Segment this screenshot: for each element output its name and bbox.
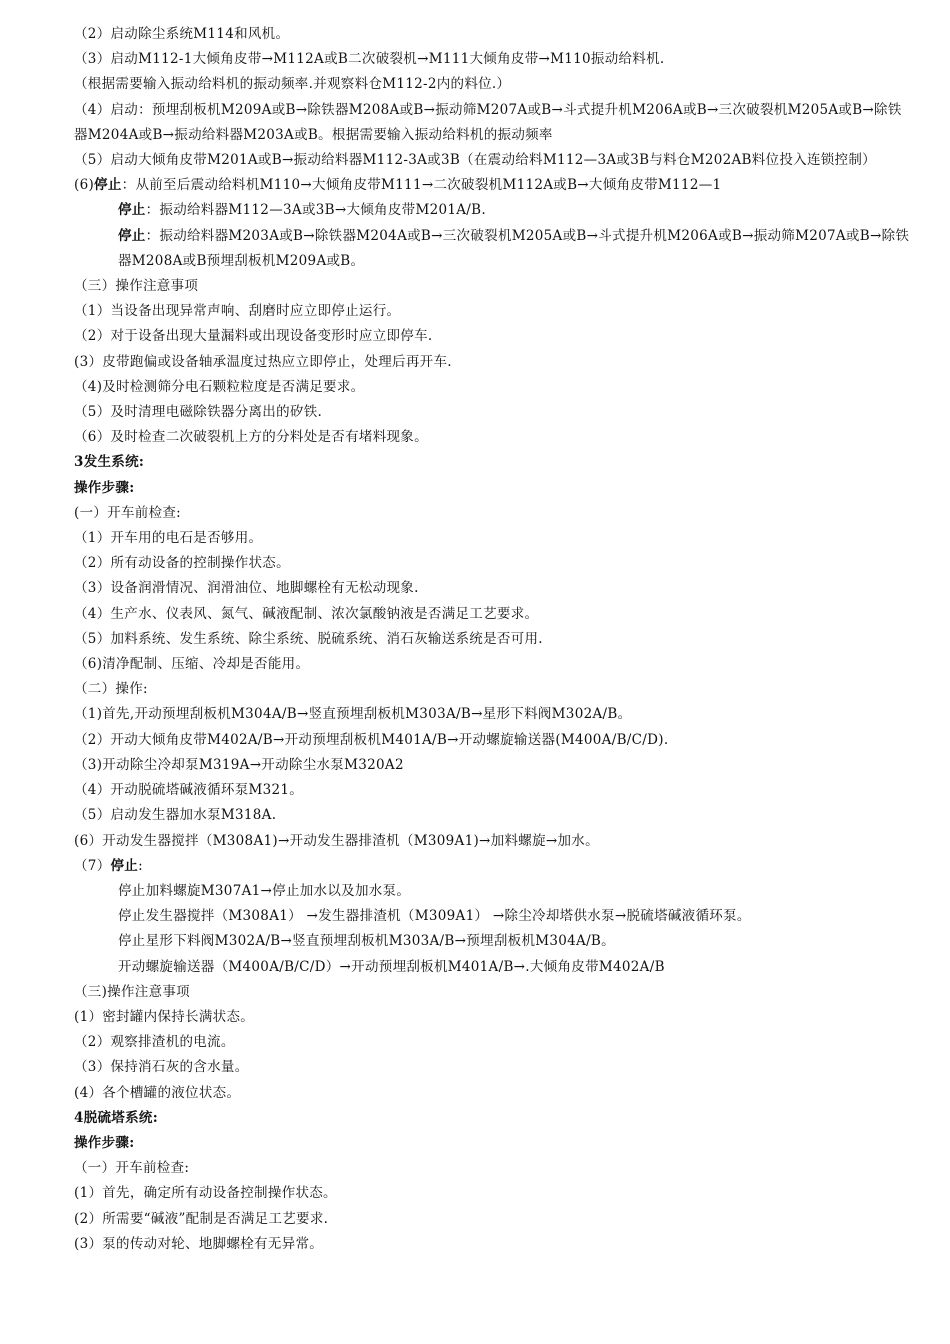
section-heading <box>74 1106 910 1131</box>
text-line <box>74 677 910 702</box>
text-line <box>74 501 910 526</box>
text-line <box>74 702 910 727</box>
line-text: （6）及时检查二次破裂机上方的分料处是否有堵料现象。 <box>74 429 428 446</box>
line-text: (3）泵的传动对轮、地脚螺栓有无异常。 <box>74 1235 324 1252</box>
text-line <box>74 22 910 47</box>
line-text: （4）生产水、仪表风、氮气、碱液配制、浓次氯酸钠液是否满足工艺要求。 <box>74 605 539 622</box>
keyword: 停止 <box>110 857 139 874</box>
text-line <box>74 1232 910 1257</box>
section-heading <box>74 450 910 475</box>
text-line <box>74 1055 910 1080</box>
section-heading <box>74 1131 910 1156</box>
text-line <box>74 400 910 425</box>
text-line <box>74 274 910 299</box>
text-line <box>74 224 910 274</box>
text-line <box>74 753 910 778</box>
text-line <box>74 350 910 375</box>
text-line <box>74 576 910 601</box>
line-text: （2）对于设备出现大量漏料或出现设备变形时应立即停车. <box>74 328 433 345</box>
line-text: （4）开动脱硫塔碱液循环泵M321。 <box>74 782 304 799</box>
text-line <box>74 1030 910 1055</box>
text-line <box>74 1081 910 1106</box>
line-text: （4）启动：预埋刮板机M209A或B→除铁器M208A或B→振动筛M207A或B→斗式提升机M206A或B→三次破裂机M205A或B→除铁器M204A或B→振动给料器M203A或B。根据需要输入振动给料机的振动频率 <box>74 101 902 143</box>
keyword: 停止 <box>118 202 146 219</box>
item-number: (6) <box>74 177 95 194</box>
text-line <box>74 980 910 1005</box>
line-text: （1）当设备出现异常声响、刮磨时应立即停止运行。 <box>74 303 401 320</box>
text-line <box>74 1181 910 1206</box>
line-text: : <box>138 857 143 874</box>
text-line <box>74 72 910 97</box>
line-text: （2）所有动设备的控制操作状态。 <box>74 555 290 572</box>
text-line <box>74 854 910 879</box>
line-text: （二）操作: <box>74 681 148 698</box>
text-line <box>74 803 910 828</box>
text-line <box>74 47 910 72</box>
line-text: （3）保持消石灰的含水量。 <box>74 1059 249 1076</box>
line-text: （3）设备润滑情况、润滑油位、地脚螺栓有无松动现象. <box>74 580 419 597</box>
text-line <box>74 627 910 652</box>
keyword: 停止 <box>94 177 122 194</box>
line-text: 操作步骤: <box>74 1134 135 1151</box>
text-line <box>74 198 910 223</box>
line-text: (1）首先，确定所有动设备控制操作状态。 <box>74 1185 337 1202</box>
line-text: (1）密封罐内保持长满状态。 <box>74 1008 255 1025</box>
text-line <box>74 904 910 929</box>
keyword: 停止 <box>118 227 146 244</box>
text-line <box>74 1207 910 1232</box>
line-text: 开动螺旋输送器（M400A/B/C/D）→开动预埋刮板机M401A/B→.大倾角皮带M402A/B <box>118 958 665 975</box>
line-text: （5）加料系统、发生系统、除尘系统、脱硫系统、消石灰输送系统是否可用. <box>74 630 543 647</box>
text-line <box>74 929 910 954</box>
text-line <box>74 778 910 803</box>
text-line <box>74 526 910 551</box>
line-text: ：振动给料器M112—3A或3B→大倾角皮带M201A/B. <box>145 202 486 219</box>
text-line <box>74 324 910 349</box>
text-line <box>74 1005 910 1030</box>
text-line <box>74 173 910 198</box>
text-line <box>74 425 910 450</box>
line-text: （1）开车用的电石是否够用。 <box>74 530 263 547</box>
text-line <box>74 955 910 980</box>
line-text: (一）开车前检查: <box>74 504 182 521</box>
text-line <box>74 728 910 753</box>
text-line <box>74 652 910 677</box>
line-text: （三）操作注意事项 <box>74 278 199 295</box>
line-text: （根据需要输入振动给料机的振动频率.并观察料仓M112-2内的料位.） <box>74 76 511 93</box>
section-heading <box>74 476 910 501</box>
line-text: （2）开动大倾角皮带M402A/B→开动预埋刮板机M401A/B→开动螺旋输送器(M400A/B/C/D). <box>74 731 669 748</box>
line-text: 操作步骤: <box>74 479 135 496</box>
line-text: (6）开动发生器搅拌（M308A1)→开动发生器排渣机（M309A1)→加料螺旋→加水。 <box>74 832 599 849</box>
line-text: （3)开动除尘冷却泵M319A→开动除尘水泵M320A2 <box>74 756 404 773</box>
line-text: ：从前至后震动给料机M110→大倾角皮带M111→二次破裂机M112A或B→大倾角皮带M112—1 <box>121 177 722 194</box>
text-line <box>74 375 910 400</box>
text-line <box>74 1156 910 1181</box>
line-text: (3）皮带跑偏或设备轴承温度过热应立即停止，处理后再开车. <box>74 353 452 370</box>
line-text: ：振动给料器M203A或B→除铁器M204A或B→三次破裂机M205A或B→斗式提升机M206A或B→振动筛M207A或B→除铁器M208A或B预埋刮板机M209A或B。 <box>118 227 910 269</box>
line-text: （5）启动大倾角皮带M201A或B→振动给料器M112-3A或3B（在震动给料M112—3A或3B与料仓M202AB料位投入连锁控制） <box>74 152 876 169</box>
line-text: （6)清净配制、压缩、冷却是否能用。 <box>74 656 310 673</box>
item-number: （7） <box>74 857 111 874</box>
line-text: 停止发生器搅拌（M308A1） →发生器排渣机（M309A1） →除尘冷却塔供水泵→脱硫塔碱液循环泵。 <box>118 908 751 925</box>
line-text: 停止星形下料阀M302A/B→竖直预埋刮板机M303A/B→预埋刮板机M304A/B。 <box>118 933 615 950</box>
text-line <box>74 148 910 173</box>
line-text: （2）观察排渣机的电流。 <box>74 1034 235 1051</box>
line-text: 3发生系统: <box>74 454 145 471</box>
line-text: 停止加料螺旋M307A1→停止加水以及加水泵。 <box>118 882 411 899</box>
line-text: （三)操作注意事项 <box>74 983 190 1000</box>
line-text: （5）启动发生器加水泵M318A. <box>74 807 277 824</box>
text-line <box>74 879 910 904</box>
text-line <box>74 299 910 324</box>
line-text: 4脱硫塔系统: <box>74 1109 158 1126</box>
text-line <box>74 602 910 627</box>
text-line <box>74 829 910 854</box>
line-text: （2）启动除尘系统M114和风机。 <box>74 26 290 42</box>
line-text: （5）及时清理电磁除铁器分离出的矽铁. <box>74 404 323 421</box>
line-text: （3）启动M112-1大倾角皮带→M112A或B二次破裂机→M111大倾角皮带→M110振动给料机. <box>74 51 665 68</box>
text-line <box>74 551 910 576</box>
line-text: （1)首先,开动预埋刮板机M304A/B→竖直预埋刮板机M303A/B→星形下料阀M302A/B。 <box>74 706 632 723</box>
text-line <box>74 98 910 148</box>
line-text: (2）所需要“碱液”配制是否满足工艺要求. <box>74 1210 329 1227</box>
line-text: (4）各个槽罐的液位状态。 <box>74 1084 241 1101</box>
line-text: （4)及时检测筛分电石颗粒粒度是否满足要求。 <box>74 378 365 395</box>
line-text: （一）开车前检查: <box>74 1160 190 1177</box>
